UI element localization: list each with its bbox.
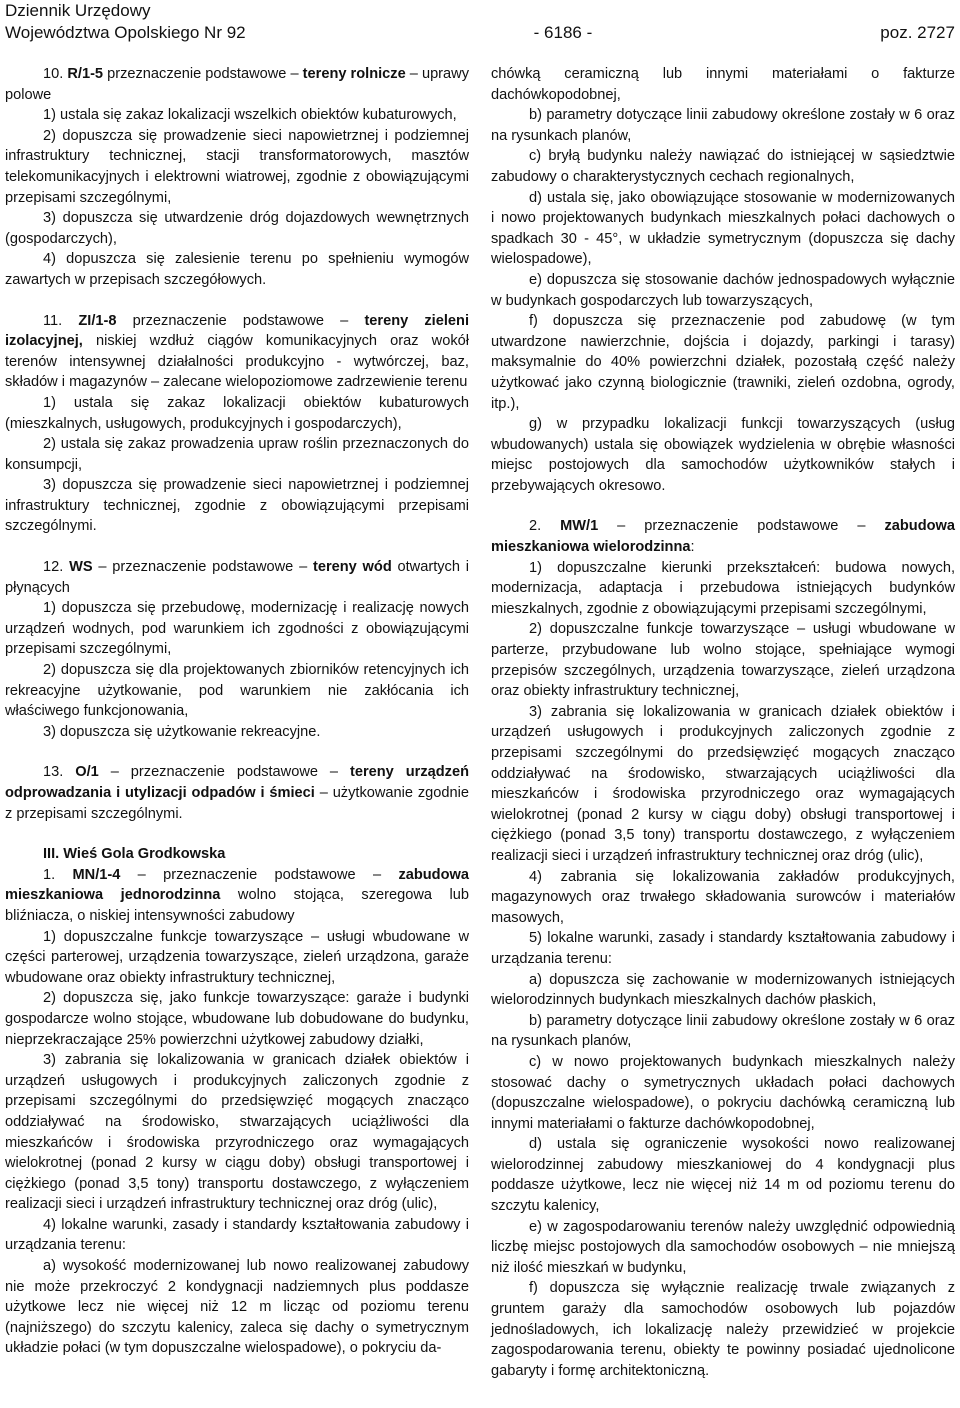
paragraph: chówką ceramiczną lub innymi materiałami o fakturze dachówkopodobnej, (491, 66, 955, 103)
paragraph: f) dopuszcza się wyłącznie realizację trwale związanych z gruntem garaży dla samochodów osobowych lub pojazdów jednośladowych, ich lokalizację należy przewidzieć w projekcie zagospodarowania terenu, obiekty te powinny posiadać ujednolicone gabaryty i formę architektoniczną. (491, 1280, 955, 1379)
journal-issue: Województwa Opolskiego Nr 92 (5, 23, 246, 42)
paragraph: 1) dopuszczalne kierunki przekształceń: budowa nowych, modernizacja, adaptacja i przebudowa istniejących budynków mieszkalnych, zgodnie z obowiązującymi przepisami szczególnymi, (491, 559, 955, 617)
paragraph: g) w przypadku lokalizacji funkcji towarzyszących (usług wbudowanych) ustala się obowiązek wydzielenia w obrębie własności miejsc postojowych dla samochodów użytkowników stałych i przebywających okresowo. (491, 416, 955, 494)
paragraph-gap (491, 496, 955, 516)
paragraph: 5) lokalne warunki, zasady i standardy kształtowania zabudowy i urządzania terenu: (491, 930, 955, 967)
paragraph: 1) ustala się zakaz lokalizacji wszelkich obiektów kubaturowych, (43, 107, 457, 124)
paragraph: 12. WS – przeznaczenie podstawowe – tereny wód otwartych i płynących (5, 559, 469, 596)
paragraph: b) parametry dotyczące linii zabudowy określone zostały w 6 oraz na rysunkach planów, (491, 107, 955, 144)
paragraph: III. Wieś Gola Grodkowska (43, 846, 226, 863)
paragraph: 11. ZI/1-8 przeznaczenie podstawowe – tereny zieleni izolacyjnej, niskiej wzdłuż ciągów komunikacyjnych oraz wokół terenów intensywnej działalności produkcyjno - wytwórczej, baz, składów i magazynów – zalecane wielopoziomowe zadrzewienie terenu (5, 312, 469, 391)
paragraph-gap (5, 824, 469, 844)
paragraph: 4) zabrania się lokalizowania zakładów produkcyjnych, magazynowych oraz trwałego składowania surowców i materiałów masowych, (491, 868, 955, 926)
page-header (5, 0, 955, 44)
paragraph: 2) dopuszcza się dla projektowanych zbiorników retencyjnych ich rekreacyjne użytkowanie, pod warunkiem nie zakłócania ich właściwego funkcjonowania, (5, 662, 469, 720)
paragraph: 2. MW/1 – przeznaczenie podstawowe – zabudowa mieszkaniowa wielorodzinna: (491, 518, 955, 556)
paragraph: e) w zagospodarowaniu terenów należy uwzględnić odpowiednią liczbę miejsc postojowych dla samochodów osobowych – nie mniejszą niż ilość mieszkań w budynku, (491, 1218, 955, 1276)
paragraph: f) dopuszcza się przeznaczenie pod zabudowę (w tym utwardzone nawierzchnie, dojścia i dojazdy, parkingi i tarasy) maksymalnie do 40% powierzchni działek, pozostałą część należy użytkować jako czynną biologicznie (trawniki, zieleń ozdobna, ogrody, itp.), (491, 313, 955, 412)
paragraph: d) ustala się, jako obowiązujące stosowanie w modernizowanych i nowo projektowanych budynkach mieszkalnych połaci dachowych o spadkach 30 - 45°, w układzie symetrycznym (dopuszcza się dachy wielospadowe), (491, 189, 955, 268)
right-column (491, 64, 955, 1381)
paragraph: a) dopuszcza się zachowanie w modernizowanych istniejących wielorodzinnych budynkach mieszkalnych dachów płaskich, (491, 971, 955, 1009)
paragraph: d) ustala się ograniczenie wysokości nowo realizowanej wielorodzinnej zabudowy mieszkaniowej do 4 kondygnacji plus poddasze użytkowe, lecz nie więcej niż 14 m od poziomu terenu do szczytu kalenicy, (491, 1136, 955, 1215)
paragraph: 3) zabrania się lokalizowania w granicach działek obiektów i urządzeń usługowych i produkcyjnych zaliczonych zgodnie z przepisami szczególnymi do przedsięwzięć mogących znacząco oddziaływać na środowisko, stwarzających uciążliwości dla mieszkańców i środowiska przyrodniczego oraz wymagających wielokrotnej (ponad 2 kursy w ciągu doby) obsługi transportowej i ciężkiego (ponad 3,5 tony) transportu dostawczego, z wyłączeniem realizacji sieci i urządzeń infrastruktury technicznej oraz dróg (ulic), (5, 1052, 469, 1213)
paragraph: e) dopuszcza się stosowanie dachów jednospadowych wyłącznie w budynkach gospodarczych lub towarzyszących, (491, 271, 955, 309)
paragraph: 1) dopuszcza się przebudowę, modernizację i realizację nowych urządzeń wodnych, pod warunkiem ich zgodności z obowiązującymi przepisami szczególnymi, (5, 600, 469, 658)
paragraph: a) wysokość modernizowanej lub nowo realizowanej zabudowy nie może przekroczyć 2 kondygnacji nadziemnych plus poddasze użytkowe lecz nie więcej niż 12 m licząc od poziomu terenu (najniższego) do szczytu kalenicy, zaleca się dachy o symetrycznym układzie połaci (w tym dopuszczalne wielospadowe), o pokryciu da- (5, 1258, 469, 1357)
paragraph: 2) dopuszcza się, jako funkcje towarzyszące: garaże i budynki gospodarcze wolno stojące, wbudowane lub dobudowane do budynku, nieprzekraczające 25% powierzchni użytkowej zabudowy działki, (5, 990, 469, 1048)
paragraph: 1. MN/1-4 – przeznaczenie podstawowe – zabudowa mieszkaniowa jednorodzinna wolno stojąca, szeregowa lub bliźniacza, o niskiej intensywności zabudowy (5, 866, 469, 924)
paragraph: 3) dopuszcza się utwardzenie dróg dojazdowych wewnętrznych (gospodarczych), (5, 210, 469, 247)
paragraph: 2) dopuszcza się prowadzenie sieci napowietrznej i podziemnej infrastruktury technicznej, stacji transformatorowych, masztów telekomunikacyjnych i elektrowni wiatrowej, zgodnie z obowiązującymi przepisami szczególnymi, (5, 127, 469, 206)
paragraph: c) w nowo projektowanych budynkach mieszkalnych należy stosować dachy o symetrycznych układach połaci dachowych (dopuszczalne wielospadowe), o pokryciu dachówką ceramiczną lub innymi materiałami o fakturze dachówkopodobnej, (491, 1053, 955, 1132)
paragraph-gap (5, 537, 469, 557)
paragraph: 3) dopuszcza się użytkowanie rekreacyjne. (43, 723, 321, 740)
paragraph-gap (5, 742, 469, 762)
paragraph: 2) ustala się zakaz prowadzenia upraw roślin przeznaczonych do konsumpcji, (5, 436, 469, 473)
paragraph: 10. R/1-5 przeznaczenie podstawowe – tereny rolnicze – uprawy polowe (5, 66, 469, 103)
paragraph: 3) dopuszcza się prowadzenie sieci napowietrznej i podziemnej infrastruktury technicznej, zgodnie z obowiązującymi przepisami szczególnymi. (5, 477, 469, 535)
paragraph: 1) dopuszczalne funkcje towarzyszące – usługi wbudowane w części parterowej, urządzenia towarzyszące, zieleń urządzona, garaże wbudowane oraz obiekty infrastruktury technicznej, (5, 928, 469, 986)
header-row (5, 22, 955, 44)
left-column (5, 64, 469, 1359)
paragraph: b) parametry dotyczące linii zabudowy określone zostały w 6 oraz na rysunkach planów, (491, 1012, 955, 1050)
paragraph: 3) zabrania się lokalizowania w granicach działek obiektów i urządzeń usługowych i produkcyjnych zaliczonych zgodnie z przepisami szczególnymi do przedsięwzięć mogących znacząco oddziaływać na środowisko, stwarzających uciążliwości dla mieszkańców i środowiska przyrodniczego oraz wymagających wielokrotnej (ponad 2 kursy w ciągu doby) obsługi transportowej i ciężkiego (ponad 3,5 tony) transportu dostawczego, z wyłączeniem realizacji sieci i urządzeń infrastruktury technicznej oraz dróg (ulic), (491, 703, 955, 864)
paragraph: 4) dopuszcza się zalesienie terenu po spełnieniu wymogów zawartych w przepisach szczegółowych. (5, 251, 469, 288)
paragraph: 13. O/1 – przeznaczenie podstawowe – tereny urządzeń odprowadzania i utylizacji odpadów i śmieci – użytkowanie zgodnie z przepisami szczególnymi. (5, 764, 470, 822)
paragraph: 2) dopuszczalne funkcje towarzyszące – usługi wbudowane w parterze, przybudowane lub wolno stojące, spełniające wymogi przepisów szczególnych, urządzenia towarzyszące, zieleń urządzona oraz obiekty infrastruktury technicznej, (491, 621, 955, 700)
position-number: poz. 2727 (880, 23, 955, 42)
paragraph: 1) ustala się zakaz lokalizacji obiektów kubaturowych (mieszkalnych, usługowych, produkcyjnych i gospodarczych), (5, 394, 469, 432)
journal-title: Dziennik Urzędowy (5, 1, 151, 20)
page-number: - 6186 - (533, 23, 593, 42)
paragraph: 4) lokalne warunki, zasady i standardy kształtowania zabudowy i urządzania terenu: (5, 1216, 469, 1254)
paragraph-gap (5, 291, 469, 311)
paragraph: c) bryłą budynku należy nawiązać do istniejącej w sąsiedztwie zabudowy o charakterystycznych cechach regionalnych, (491, 148, 955, 185)
